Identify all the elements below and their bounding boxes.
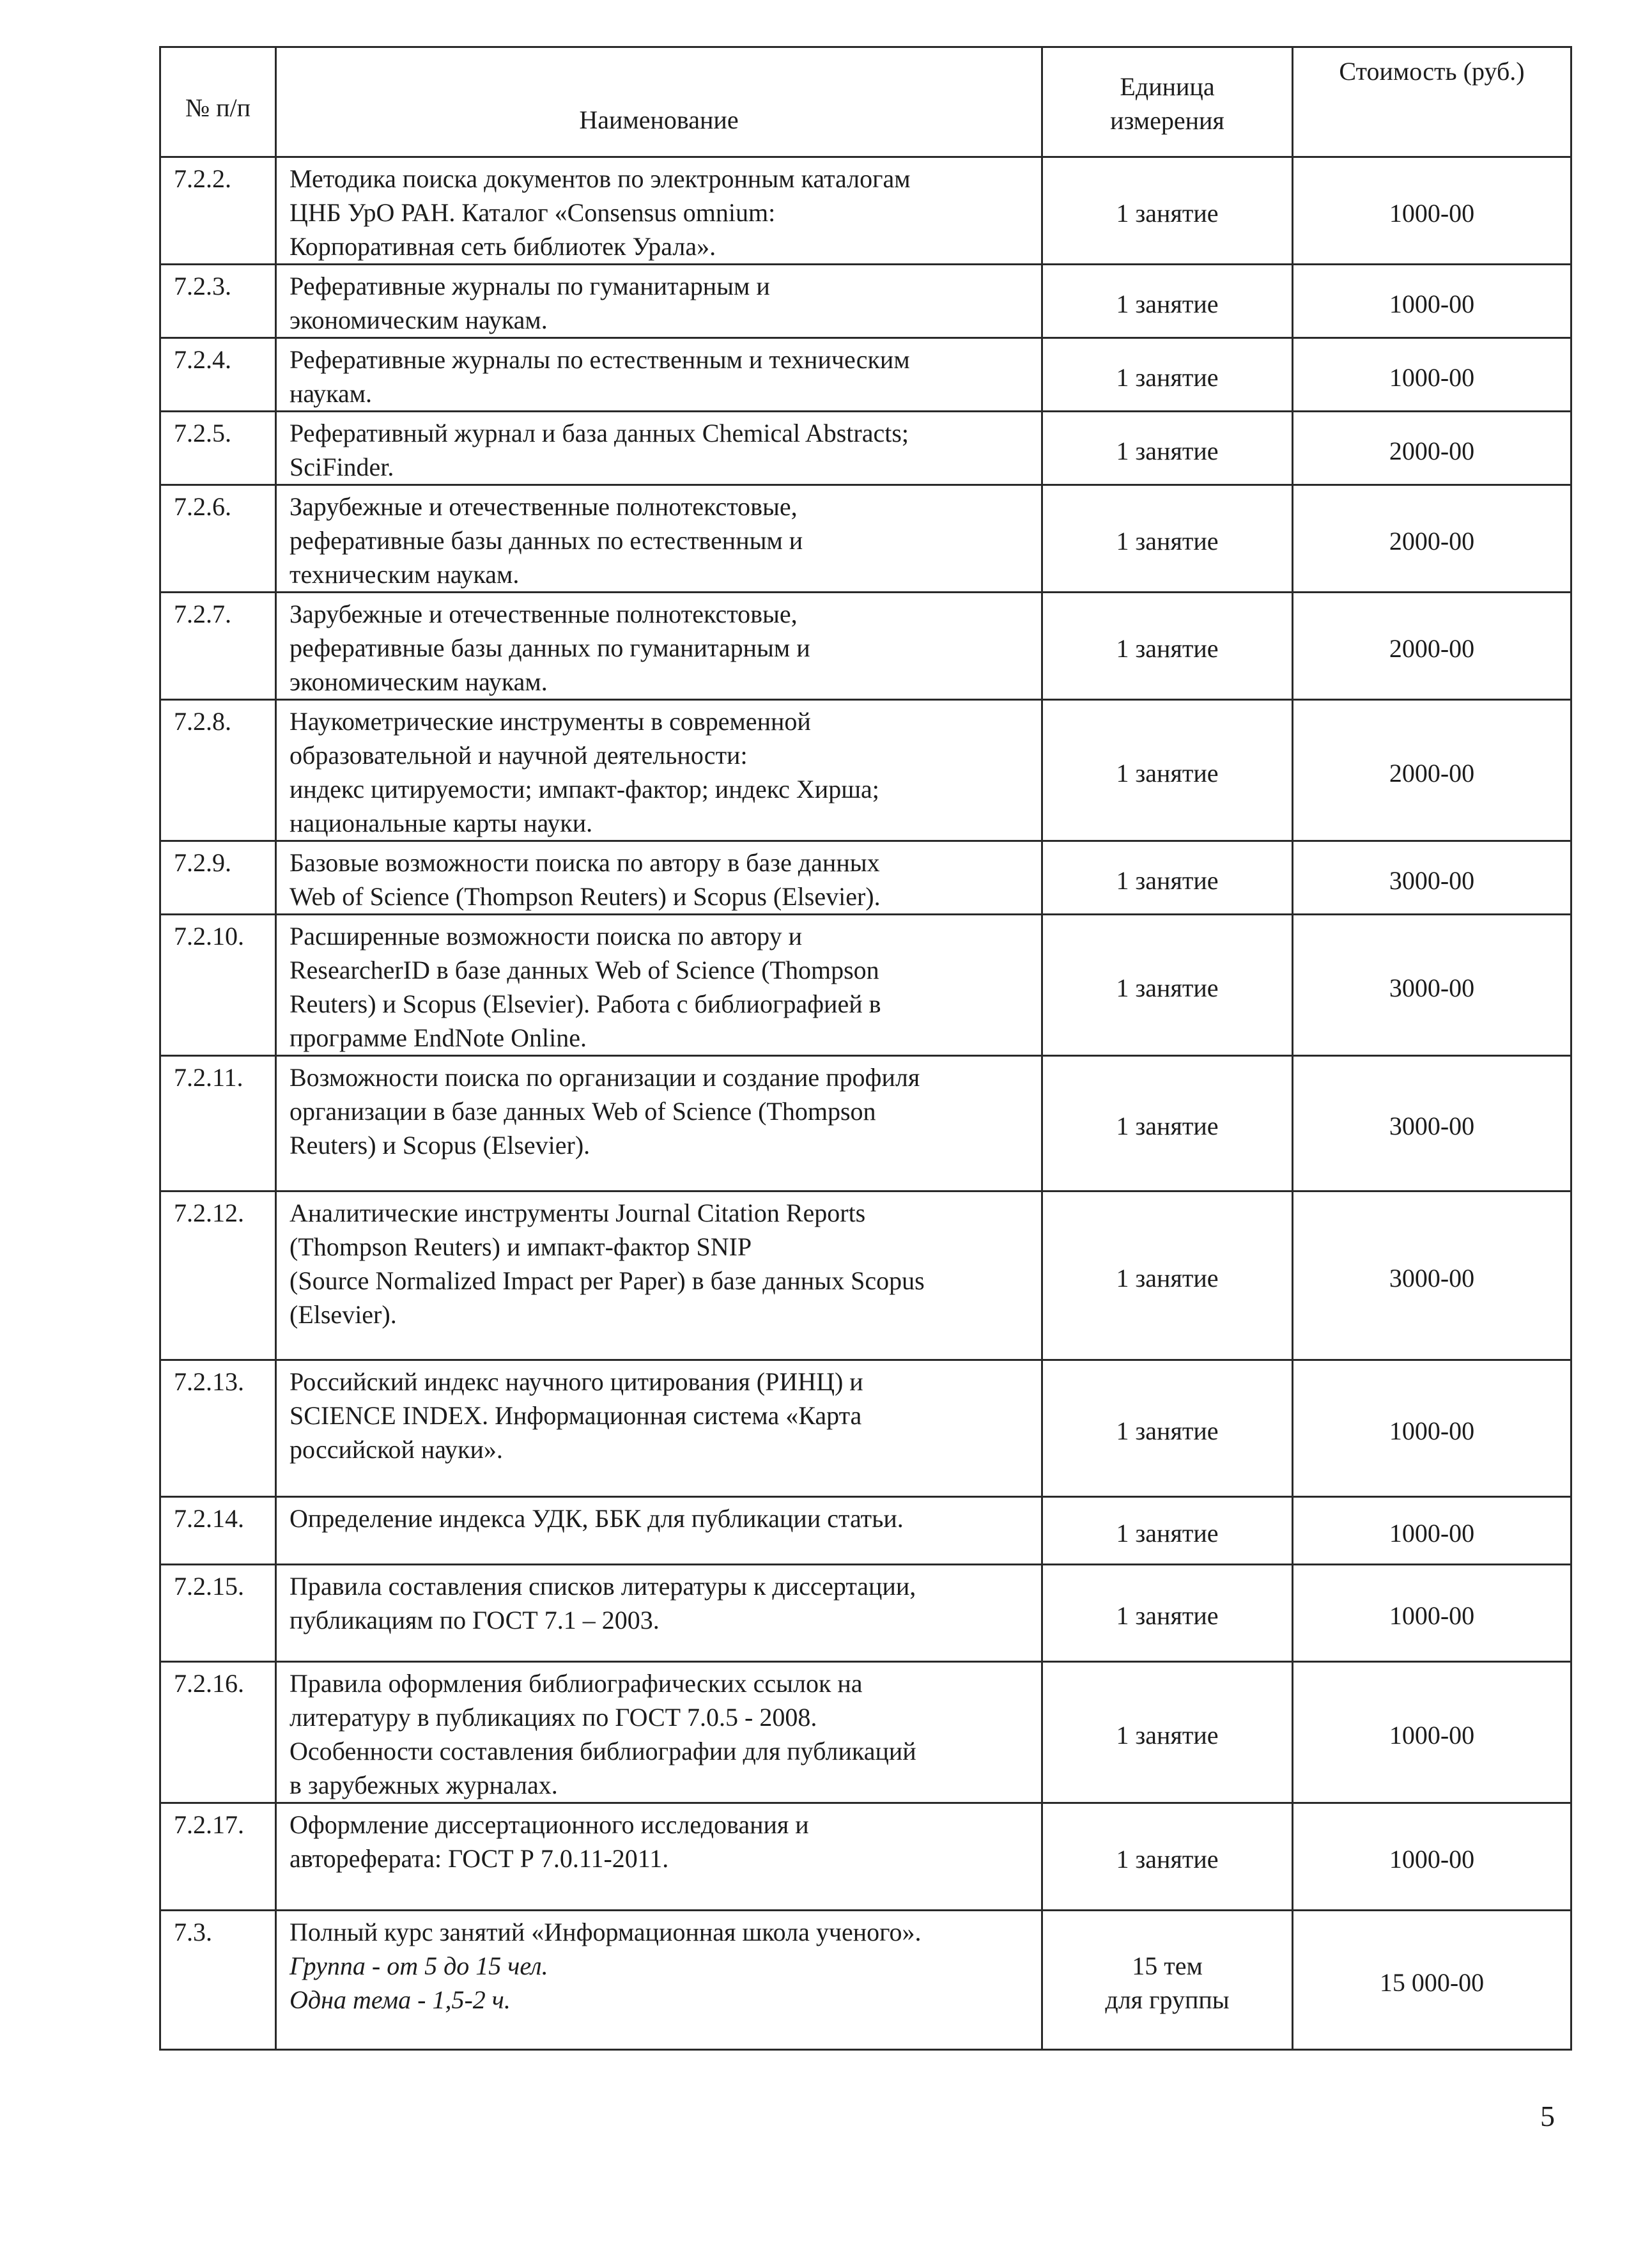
row-unit-line: 1 занятие [1116,634,1219,663]
row-number: 7.2.13. [160,1360,276,1497]
row-unit-line: 1 занятие [1116,1601,1219,1630]
row-unit [1042,1056,1293,1191]
row-name-line: индекс цитируемости; импакт-фактор; индекс Хирша; [289,775,879,803]
row-unit [1042,338,1293,412]
row-number: 7.2.10. [160,915,276,1056]
row-name-line: Зарубежные и отечественные полнотекстовые, [289,492,798,521]
row-cost: 1000-00 [1293,338,1571,412]
table-row [160,1191,1571,1360]
row-cost: 3000-00 [1293,915,1571,1056]
row-name [276,1497,1042,1565]
row-name-line: литературу в публикациях по ГОСТ 7.0.5 - 2008. [289,1703,817,1732]
row-unit [1042,1497,1293,1565]
row-name-line: Reuters) и Scopus (Elsevier). Работа с библиографией в [289,989,881,1018]
row-name-line: российской науки». [289,1435,503,1464]
row-unit [1042,1662,1293,1803]
row-name-note: Группа - от 5 до 15 чел. [289,1952,548,1980]
row-name-line: (Source Normalized Impact per Paper) в базе данных Scopus [289,1266,925,1295]
table-row [160,1803,1571,1911]
table-row [160,338,1571,412]
row-cost: 1000-00 [1293,265,1571,338]
row-unit-line: 1 занятие [1116,1416,1219,1445]
row-number: 7.2.4. [160,338,276,412]
row-name [276,915,1042,1056]
row-unit-line: 1 занятие [1116,1720,1219,1750]
row-name-line: SCIENCE INDEX. Информационная система «Карта [289,1401,862,1430]
row-name-line: Аналитические инструменты Journal Citation Reports [289,1199,866,1227]
header-unit [1042,47,1293,157]
row-number: 7.2.7. [160,593,276,700]
row-name [276,1056,1042,1191]
table-row [160,1911,1571,2050]
row-unit-line: 1 занятие [1116,199,1219,228]
row-name-line: организации в базе данных Web of Science (Thompson [289,1097,876,1126]
row-unit [1042,265,1293,338]
row-name [276,1191,1042,1360]
table-row [160,841,1571,915]
table-row [160,1497,1571,1565]
table-row [160,1056,1571,1191]
table-row [160,915,1571,1056]
row-number: 7.2.12. [160,1191,276,1360]
row-name-line: ResearcherID в базе данных Web of Science (Thompson [289,956,879,984]
row-unit [1042,1191,1293,1360]
row-cost: 1000-00 [1293,1565,1571,1662]
row-unit [1042,412,1293,485]
table-row [160,1565,1571,1662]
row-name-line: публикациям по ГОСТ 7.1 – 2003. [289,1606,660,1634]
row-name-line: SciFinder. [289,453,394,481]
row-name-line: Зарубежные и отечественные полнотекстовые, [289,600,798,628]
row-name [276,412,1042,485]
row-name-line: экономическим наукам. [289,667,548,696]
row-name [276,265,1042,338]
row-unit [1042,593,1293,700]
row-cost: 2000-00 [1293,593,1571,700]
row-name-line: Наукометрические инструменты в современной [289,707,811,736]
row-unit-line: 1 занятие [1116,362,1219,392]
header-unit-line: Единица [1120,72,1215,101]
row-unit [1042,915,1293,1056]
row-unit-line: 1 занятие [1116,1519,1219,1548]
row-number: 7.2.2. [160,157,276,265]
row-name [276,1662,1042,1803]
row-number: 7.2.3. [160,265,276,338]
table-row [160,593,1571,700]
row-cost: 3000-00 [1293,1056,1571,1191]
row-name-line: Оформление диссертационного исследования и [289,1810,809,1839]
row-unit [1042,841,1293,915]
row-cost: 15 000-00 [1293,1911,1571,2050]
table-body [160,157,1571,2050]
header-name: Наименование [276,47,1042,157]
row-name [276,841,1042,915]
row-name [276,485,1042,593]
row-cost: 3000-00 [1293,1191,1571,1360]
row-name-line: экономическим наукам. [289,306,548,334]
row-name-line: в зарубежных журналах. [289,1771,558,1799]
row-cost: 2000-00 [1293,412,1571,485]
row-unit [1042,700,1293,841]
row-unit-line: 1 занятие [1116,973,1219,1002]
row-number: 7.2.17. [160,1803,276,1911]
row-name-line: Реферативные журналы по гуманитарным и [289,272,770,300]
row-unit-line: 1 занятие [1116,436,1219,465]
row-unit-line: 15 тем [1132,1951,1203,1980]
row-name-line: техническим наукам. [289,560,520,589]
row-number: 7.2.15. [160,1565,276,1662]
row-name-line: Правила составления списков литературы к диссертации, [289,1572,916,1601]
row-name-line: ЦНБ УрО РАН. Каталог «Consensus omnium: [289,198,776,227]
table-row [160,485,1571,593]
row-name [276,1911,1042,2050]
page-number: 5 [1540,2100,1555,2132]
row-cost: 2000-00 [1293,485,1571,593]
row-unit-line: 1 занятие [1116,289,1219,318]
row-unit-line: 1 занятие [1116,1264,1219,1292]
price-table [159,46,1572,2051]
row-name-line: Возможности поиска по организации и создание профиля [289,1063,920,1092]
row-name-line: Полный курс занятий «Информационная школа ученого». [289,1918,922,1946]
row-name [276,1360,1042,1497]
row-unit-line: 1 занятие [1116,758,1219,788]
row-unit [1042,485,1293,593]
row-name-line: национальные карты науки. [289,809,593,837]
row-name-line: реферативные базы данных по гуманитарным и [289,633,810,662]
row-name-line: Корпоративная сеть библиотек Урала». [289,232,716,261]
table-row [160,412,1571,485]
row-name-line: Реферативный журнал и база данных Chemical Abstracts; [289,419,909,447]
row-name-line: реферативные базы данных по естественным и [289,526,803,555]
table-row [160,265,1571,338]
row-cost: 1000-00 [1293,1360,1571,1497]
row-name-line: программе EndNote Online. [289,1023,587,1052]
row-name-line: (Thompson Reuters) и импакт-фактор SNIP [289,1232,752,1261]
row-name-line: автореферата: ГОСТ Р 7.0.11-2011. [289,1844,669,1873]
table-row [160,1662,1571,1803]
row-name-line: Определение индекса УДК, ББК для публикации статьи. [289,1504,904,1533]
header-unit-line: измерения [1110,105,1224,135]
row-unit [1042,1803,1293,1911]
row-unit-line: 1 занятие [1116,1112,1219,1140]
row-name [276,1803,1042,1911]
row-name-line: Базовые возможности поиска по автору в базе данных [289,848,880,877]
row-unit [1042,1911,1293,2050]
table-header-row [160,47,1571,157]
table-row [160,157,1571,265]
row-cost: 1000-00 [1293,157,1571,265]
row-name [276,157,1042,265]
row-number: 7.2.9. [160,841,276,915]
row-number: 7.3. [160,1911,276,2050]
row-unit-line: 1 занятие [1116,527,1219,555]
row-number: 7.2.14. [160,1497,276,1565]
row-unit [1042,1360,1293,1497]
row-name-line: Расширенные возможности поиска по автору и [289,922,803,951]
row-cost: 3000-00 [1293,841,1571,915]
header-cost: Стоимость (руб.) [1293,47,1571,157]
header-num: № п/п [160,47,276,157]
row-name [276,1565,1042,1662]
row-number: 7.2.11. [160,1056,276,1191]
row-cost: 1000-00 [1293,1803,1571,1911]
row-unit [1042,1565,1293,1662]
table-row [160,1360,1571,1497]
row-name-line: Российский индекс научного цитирования (РИНЦ) и [289,1367,863,1396]
row-name-line: Особенности составления библиографии для публикаций [289,1737,916,1765]
row-name-line: образовательной и научной деятельности: [289,741,748,770]
row-unit-line: 1 занятие [1116,1845,1219,1874]
row-name-line: Web of Science (Thompson Reuters) и Scopus (Elsevier). [289,882,881,911]
table-row [160,700,1571,841]
row-name-line: Методика поиска документов по электронным каталогам [289,164,911,193]
row-cost: 2000-00 [1293,700,1571,841]
row-number: 7.2.5. [160,412,276,485]
row-name-line: Правила оформления библиографических ссылок на [289,1669,863,1698]
row-number: 7.2.16. [160,1662,276,1803]
row-unit [1042,157,1293,265]
row-cost: 1000-00 [1293,1497,1571,1565]
row-name-line: Reuters) и Scopus (Elsevier). [289,1131,591,1160]
row-name [276,338,1042,412]
row-unit-line: 1 занятие [1116,865,1219,895]
row-cost: 1000-00 [1293,1662,1571,1803]
row-name-line: Реферативные журналы по естественным и техническим [289,345,910,374]
row-name-line: (Elsevier). [289,1300,397,1329]
row-number: 7.2.8. [160,700,276,841]
row-name-line: наукам. [289,379,373,408]
row-unit-line: для группы [1105,1985,1230,2014]
row-name [276,700,1042,841]
row-name [276,593,1042,700]
row-name-note: Одна тема - 1,5-2 ч. [289,1985,511,2014]
row-number: 7.2.6. [160,485,276,593]
